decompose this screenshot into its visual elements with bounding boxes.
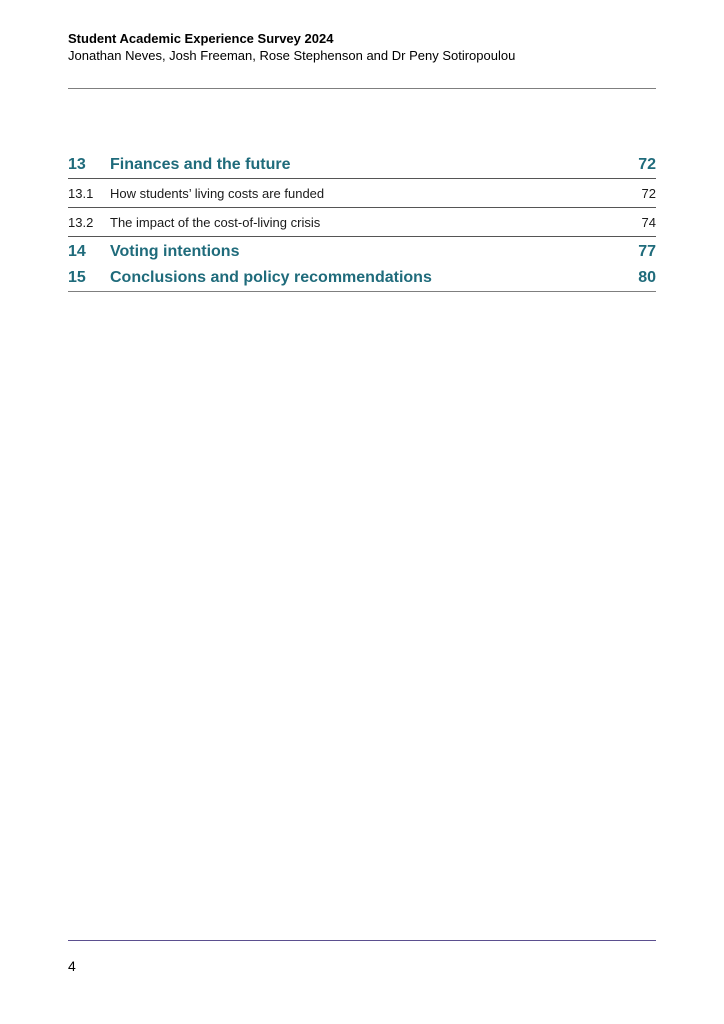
report-authors: Jonathan Neves, Josh Freeman, Rose Stephenson and Dr Peny Sotiropoulou	[68, 48, 516, 63]
toc-entry-number: 14	[68, 243, 86, 260]
toc-entry-title: Voting intentions	[110, 243, 240, 260]
table-of-contents	[68, 152, 656, 292]
toc-entry-title: Conclusions and policy recommendations	[110, 269, 432, 286]
toc-entry-page: 80	[638, 269, 656, 286]
report-title: Student Academic Experience Survey 2024	[68, 31, 334, 46]
toc-entry-title: Finances and the future	[110, 156, 291, 173]
document-header	[68, 30, 656, 65]
footer-divider	[68, 940, 656, 941]
toc-entry-number: 13.1	[68, 185, 94, 201]
toc-entry-number: 15	[68, 269, 86, 286]
toc-chapter-13[interactable]	[68, 152, 656, 179]
toc-entry-page: 74	[641, 214, 656, 230]
toc-chapter-14[interactable]	[68, 239, 656, 265]
page-number: 4	[68, 958, 76, 974]
toc-chapter-15[interactable]	[68, 265, 656, 292]
toc-section-13-2[interactable]	[68, 208, 656, 237]
toc-entry-page: 72	[641, 185, 656, 201]
toc-entry-page: 77	[638, 243, 656, 260]
toc-entry-number: 13	[68, 156, 86, 173]
toc-entry-title: The impact of the cost-of-living crisis	[110, 214, 321, 230]
toc-entry-number: 13.2	[68, 214, 94, 230]
toc-entry-page: 72	[638, 156, 656, 173]
header-divider	[68, 88, 656, 89]
toc-section-13-1[interactable]	[68, 179, 656, 208]
toc-entry-title: How students’ living costs are funded	[110, 185, 325, 201]
